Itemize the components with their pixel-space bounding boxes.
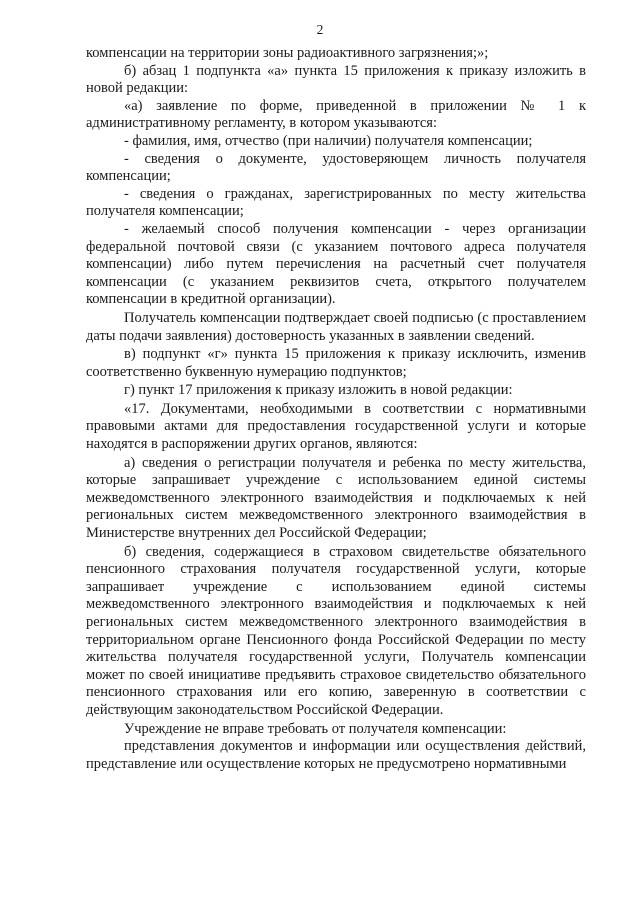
paragraph-amendment-b: б) абзац 1 подпункта «а» пункта 15 приложения к приказу изложить в новой редакции: bbox=[86, 62, 586, 97]
paragraph-amendment-v: в) подпункт «г» пункта 15 приложения к приказу исключить, изменив соответственно буквенную нумерацию подпунктов; bbox=[86, 346, 586, 380]
list-item-payment-method: - желаемый способ получения компенсации - через организации федеральной почтовой связи (с указанием почтового адреса получателя компенсации) либо путем перечисления на расчетный счет получателя компенсации (с указанием реквизитов счета, открытого получателем компенсации в кредитной организации). bbox=[86, 220, 586, 308]
page-number: 2 bbox=[316, 22, 324, 37]
paragraph-pension-insurance: б) сведения, содержащиеся в страховом свидетельстве обязательного пенсионного страхования получателя государственной услуги, которые запрашивает учреждение с использованием единой системы межведомственного электронного взаимодействия и подключаемых к ней региональных систем межведомственного электронного взаимодействия в территориальном органе Пенсионного фонда Российской Федерации по месту жительства получателя государственной услуги, Получатель компенсации может по своей инициативе предъявить страховое свидетельство обязательного пенсионного страхования или его копию, заверенную в соответствии с действующим законодательством Российской Федерации. bbox=[86, 543, 586, 718]
paragraph-amendment-g: г) пункт 17 приложения к приказу изложить в новой редакции: bbox=[124, 382, 513, 399]
list-item-full-name: - фамилия, имя, отчество (при наличии) получателя компенсации; bbox=[124, 132, 533, 149]
document-body bbox=[86, 45, 586, 773]
paragraph-continuation: компенсации на территории зоны радиоактивного загрязнения;»; bbox=[86, 45, 489, 61]
list-item-identity-document: - сведения о документе, удостоверяющем личность получателя компенсации; bbox=[86, 150, 586, 185]
paragraph-registration-info: а) сведения о регистрации получателя и ребенка по месту жительства, которые запрашивает учреждение с использованием единой системы межведомственного электронного взаимодействия и подключаемых к ней региональных систем межведомственного электронного взаимодействия в Министерстве внутренних дел Российской Федерации; bbox=[86, 454, 586, 542]
paragraph-documents-provision: представления документов и информации или осуществления действий, представление или осуществление которых не предусмотрено нормативными bbox=[86, 738, 586, 772]
list-item-registered-citizens: - сведения о гражданах, зарегистрированных по месту жительства получателя компенсации; bbox=[86, 185, 586, 220]
paragraph-institution-restriction: Учреждение не вправе требовать от получателя компенсации: bbox=[124, 720, 507, 737]
paragraph-application-form: «а) заявление по форме, приведенной в приложении № 1 к административному регламенту, в котором указываются: bbox=[86, 97, 586, 132]
paragraph-point-17: «17. Документами, необходимыми в соответствии с нормативными правовыми актами для предоставления государственной услуги и которые находятся в распоряжении других органов, являются: bbox=[86, 400, 586, 453]
paragraph-signature-confirmation: Получатель компенсации подтверждает своей подписью (с проставлением даты подачи заявления) достоверность указанных в заявлении сведений. bbox=[86, 309, 586, 344]
